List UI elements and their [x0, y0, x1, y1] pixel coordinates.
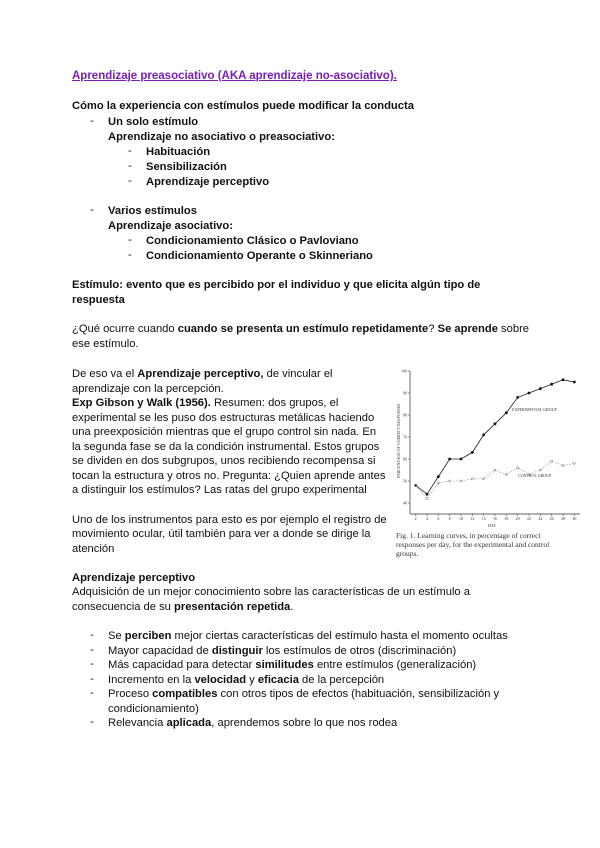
- paragraph-line: atención: [72, 543, 115, 555]
- x-tick-label: 14: [481, 516, 486, 521]
- bullet-dash: -: [90, 658, 94, 670]
- experimental-group-point: [539, 387, 542, 390]
- x-tick-label: 30: [572, 516, 577, 521]
- learning-curves-chart: [394, 366, 584, 531]
- x-tick-label: 26: [549, 516, 554, 521]
- multiple-stimuli-label: Varios estímulos: [108, 205, 197, 217]
- experimental-group-point: [505, 411, 508, 414]
- paragraph-line: se dividen en dos subgrupos, unos recibiendo recompensa si: [72, 455, 376, 467]
- experimental-group-point: [516, 396, 519, 399]
- x-tick-label: 22: [527, 516, 531, 521]
- paragraph-line: experimental se les puso dos estructuras metálicas haciendo: [72, 412, 375, 424]
- y-tick-label: 100: [401, 368, 407, 374]
- paragraph-line: consecuencia de su presentación repetida.: [72, 601, 294, 613]
- bullet-dash: -: [90, 716, 94, 728]
- list-item: Se perciben mejor ciertas características del estímulo hasta el momento ocultas: [108, 630, 508, 642]
- bullet-dash: -: [128, 145, 132, 157]
- experimental-group-point: [426, 493, 429, 496]
- experimental-group-label: EXPERIMENTAL GROUP: [512, 407, 557, 412]
- paragraph-line: movimiento ocular, útil también para ver a donde se dirige la: [72, 528, 371, 540]
- caption-line: Fig. 1. Learning curves, in percentage of correct: [396, 531, 541, 540]
- non-associative-heading: Aprendizaje no asociativo o preasociativo:: [108, 131, 335, 143]
- x-tick-label: 18: [504, 516, 509, 521]
- paragraph-line: una preexposición mientras que el grupo control sin nada. En: [72, 426, 377, 438]
- experimental-group-point: [528, 392, 531, 395]
- x-tick-label: 6: [437, 516, 440, 521]
- x-tick-label: 12: [470, 516, 475, 521]
- x-tick-label: 8: [448, 516, 451, 521]
- list-item: Mayor capacidad de distinguir los estímulos de otros (discriminación): [108, 645, 457, 657]
- experimental-group-point: [550, 383, 553, 386]
- x-tick-label: 10: [459, 516, 463, 521]
- x-tick-label: 28: [561, 516, 565, 521]
- bullet-dash: -: [90, 673, 94, 685]
- y-tick-label: 80: [403, 412, 407, 418]
- bullet-dash: -: [128, 160, 132, 172]
- x-tick-label: 16: [493, 516, 497, 521]
- bullet-dash: -: [90, 629, 94, 641]
- list-item: Habituación: [146, 146, 211, 158]
- question-line: ese estímulo.: [72, 338, 139, 350]
- paragraph-line: tocan la estructura y otros no. Pregunta: ¿Quien aprende antes: [72, 470, 386, 482]
- x-tick-label: 24: [538, 516, 543, 521]
- list-item: Condicionamiento Clásico o Pavloviano: [146, 235, 359, 247]
- paragraph-line: aprendizaje con la percepción.: [72, 383, 224, 395]
- single-stimulus-label: Un solo estímulo: [108, 116, 199, 128]
- experimental-group-point: [460, 458, 463, 461]
- paragraph-line: Adquisición de un mejor conocimiento sobre las características de un estímulo a: [72, 586, 470, 598]
- caption-line: responses per day, for the experimental and control: [396, 540, 550, 549]
- x-tick-label: 2: [414, 516, 417, 521]
- x-tick-label: 20: [515, 516, 520, 521]
- list-item: Proceso compatibles con otros tipos de efectos (habituación, sensibilización y: [108, 688, 500, 700]
- y-tick-label: 60: [403, 456, 407, 462]
- bullet-dash: -: [128, 175, 132, 187]
- perceptive-heading: Aprendizaje perceptivo: [72, 572, 196, 584]
- paragraph-line: a distinguir los estímulos? Las ratas del grupo experimental: [72, 484, 367, 496]
- list-item: Sensibilización: [146, 161, 227, 173]
- document-title: Aprendizaje preasociativo (AKA aprendizaje no-asociativo).: [72, 70, 397, 82]
- x-tick-label: 4: [426, 516, 428, 521]
- section-heading: Cómo la experiencia con estímulos puede modificar la conducta: [72, 100, 414, 112]
- paragraph-line: De eso va el Aprendizaje perceptivo, de vincular el: [72, 368, 333, 380]
- y-tick-label: 40: [403, 500, 407, 506]
- y-tick-label: 70: [403, 434, 407, 440]
- experimental-group-point: [448, 458, 451, 461]
- experimental-group-point: [562, 378, 565, 381]
- experimental-group-point: [573, 381, 576, 384]
- learning-curves-figure: [394, 366, 584, 556]
- question-line: ¿Qué ocurre cuando cuando se presenta un estímulo repetidamente? Se aprende sobre: [72, 323, 530, 335]
- paragraph-line: Uno de los instrumentos para esto es por ejemplo el registro de: [72, 514, 387, 526]
- list-item: Aprendizaje perceptivo: [146, 176, 270, 188]
- list-item: Más capacidad para detectar similitudes entre estímulos (generalización): [108, 659, 477, 671]
- definition-line: respuesta: [72, 294, 125, 306]
- bullet-dash: -: [90, 687, 94, 699]
- definition-line: Estímulo: evento que es percibido por el individuo y que elicita algún tipo de: [72, 279, 481, 291]
- list-item: Condicionamiento Operante o Skinneriano: [146, 250, 373, 262]
- paragraph-line: Exp Gibson y Walk (1956). Resumen: dos grupos, el: [72, 397, 339, 409]
- experimental-group-point: [482, 433, 485, 436]
- paragraph-line: la segunda fase se da la condición instrumental. Estos grupos: [72, 441, 380, 453]
- caption-line: groups.: [396, 549, 419, 558]
- bullet-dash: -: [90, 115, 94, 127]
- control-group-label: CONTROL GROUP: [518, 473, 552, 478]
- x-axis-label: DAY: [487, 523, 497, 528]
- bullet-dash: -: [90, 644, 94, 656]
- list-item-continuation: condicionamiento): [108, 703, 199, 715]
- bullet-dash: -: [128, 234, 132, 246]
- experimental-group-point: [471, 451, 474, 454]
- chart-background: [394, 366, 584, 531]
- y-tick-label: 90: [403, 390, 407, 396]
- y-tick-label: 50: [403, 478, 407, 484]
- bullet-dash: -: [128, 249, 132, 261]
- associative-heading: Aprendizaje asociativo:: [108, 220, 233, 232]
- list-item: Incremento en la velocidad y eficacia de la percepción: [108, 674, 385, 686]
- bullet-dash: -: [90, 204, 94, 216]
- list-item: Relevancia aplicada, aprendemos sobre lo que nos rodea: [108, 717, 398, 729]
- experimental-group-point: [494, 422, 497, 425]
- figure-caption: [396, 531, 582, 558]
- y-axis-label: PERCENTAGE OF CORRECT RESPONSES: [396, 403, 401, 478]
- experimental-group-point: [437, 475, 440, 478]
